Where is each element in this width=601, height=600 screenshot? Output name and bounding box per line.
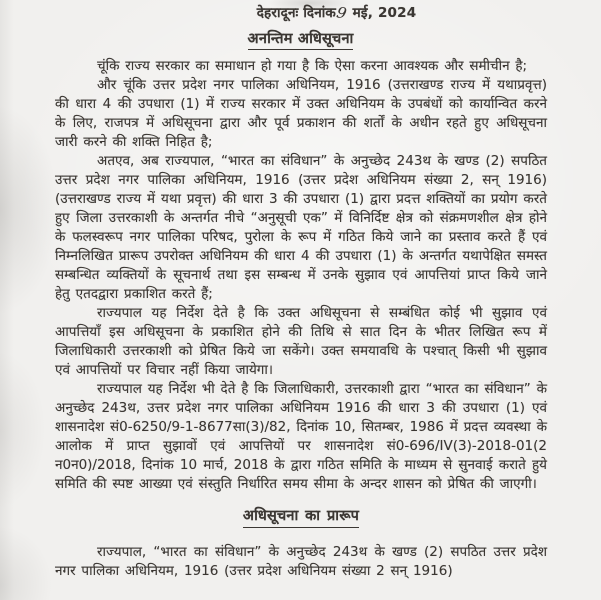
paragraph-draft-1: राज्यपाल, “भारत का संविधान” के अनुच्छेद 243थ के खण्ड (2) सपठित उत्तर प्रदेश नगर पालिका अधिनियम, 1916 (उत्तर प्रदेश अधिनियम संख्या 2 सन् 1916) (55, 544, 547, 579)
document-body (55, 57, 547, 581)
paragraph-proposal: अतएव, अब राज्यपाल, “भारत का संविधान” के अनुच्छेद 243थ के खण्ड (2) सपठित उत्तर प्रदेश नगर पालिका अधिनियम, 1916 (उत्तर प्रदेश अधिनियम संख्या 2, सन् 1916) (उत्तराखण्ड राज्य में यथा प्रवृत्त) की धारा 3 की उपधारा (1) द्वारा प्रदत्त शक्तियों का प्रयोग करते हुए जिला उत्तरकाशी के अन्तर्गत नीचे “अनुसूची एक” में विनिर्दिष्ट क्षेत्र को संक्रमणशील क्षेत्र होने के फलस्वरूप नगर पालिका परिषद, पुरोला के रूप में गठित किये जाने का प्रस्ताव करते हैं एवं निम्नलिखित प्रारूप उपरोक्त अधिनियम की धारा 4 की उपधारा (1) के अन्तर्गत यथापेक्षित समस्त सम्बन्धित व्यक्तियों के सूचनार्थ तथा इस सम्बन्ध में उनके सुझाव एवं आपत्तियां प्राप्त किये जाने हेतु एतदद्वारा प्रकाशित करते हैं; (55, 153, 547, 302)
handwritten-day-number: 9 (334, 3, 349, 23)
section-heading-draft-notification: अधिसूचना का प्रारूप (55, 507, 547, 528)
notification-title: अनन्तिम अधिसूचना (0, 28, 601, 50)
paragraph-preamble-2: और चूंकि उत्तर प्रदेश नगर पालिका अधिनियम, 1916 (उत्तराखण्ड राज्य में यथाप्रवृत्त) की धारा 4 की उपधारा (1) में राज्य सरकार में उक्त अधिनियम के उपबंधों को कार्यान्वित करने के लिए, राजपत्र में अधिसूचना द्वारा और पूर्व प्रकाशन की शर्तों के अधीन रहते हुए अधिसूचना जारी करने की शक्ति निहित है; (55, 77, 547, 150)
dateline-date: मई, 2024 (352, 5, 417, 21)
dateline-place: देहरादूनः दिनांक (256, 5, 336, 21)
paragraph-objections-window: राज्यपाल यह निर्देश देते है कि उक्त अधिसूचना से सम्बंधित कोई भी सुझाव एवं आपत्तियाँ इस अधिसूचना के प्रकाशित होने की तिथि से सात दिन के भीतर लिखित रूप में जिलाधिकारी उत्तरकाशी को प्रेषित किये जा सकेंगे। उक्त समयावधि के पश्चात् किसी भी सुझाव एवं आपत्तियों पर विचार नहीं किया जायेगा। (55, 305, 547, 378)
dateline (0, 0, 601, 21)
paragraph-hearing-committee: राज्यपाल यह निर्देश भी देते है कि जिलाधिकारी, उत्तरकाशी द्वारा “भारत का संविधान” के अनुच्छेद 243थ, उत्तर प्रदेश नगर पालिका अधिनियम 1916 की धारा 3 की उपधारा (1) एवं शासनादेश सं0-6250/9-1-8677सा(3)/82, दिनांक 10, सितम्बर, 1986 में प्रदत्त व्यवस्था के आलोक में प्राप्त सुझावों एवं आपत्तियों पर शासनादेश सं0-696/IV(3)-2018-01(2 न0न0)/2018, दिनांक 10 मार्च, 2018 के द्वारा गठित समिति के माध्यम से सुनवाई कराते हुये समिति की स्पष्ट आख्या एवं संस्तुति निर्धारित समय सीमा के अन्दर शासन को प्रेषित की जाएगी। (55, 381, 547, 492)
paragraph-preamble-1: चूंकि राज्य सरकार का समाधान हो गया है कि ऐसा करना आवश्यक और समीचीन है; (97, 58, 528, 74)
